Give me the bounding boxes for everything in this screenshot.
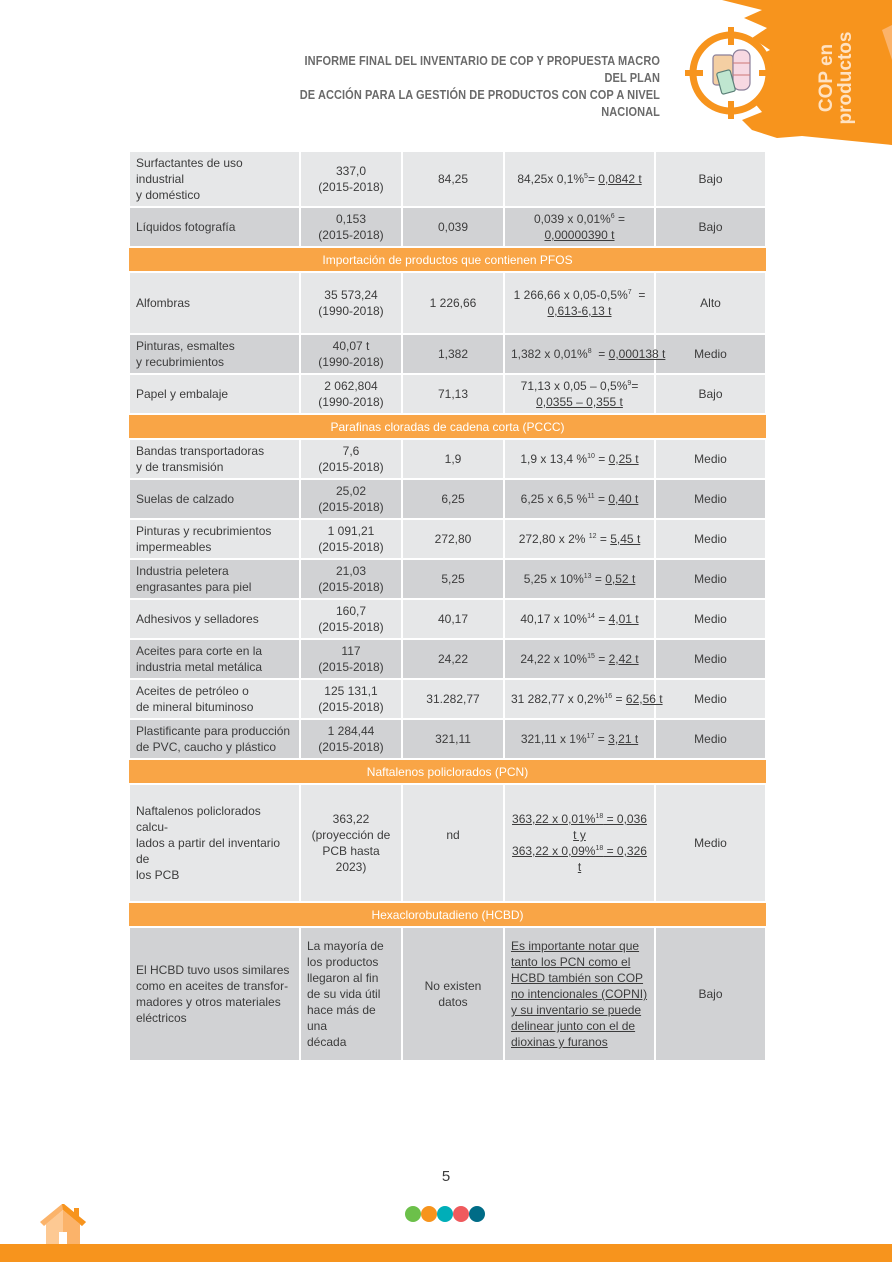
risk-level-cell: Bajo — [655, 207, 766, 247]
calc-equals: = — [631, 288, 646, 302]
section-title: Importación de productos que contienen PFOS — [129, 247, 766, 272]
calc-expression: 1 266,66 x 0,05-0,5% — [513, 288, 628, 302]
value-cell: 6,25 — [402, 479, 504, 519]
table-row — [129, 927, 766, 1061]
calculation-line — [511, 451, 648, 467]
table-row — [129, 639, 766, 679]
period-value: (2015-2018) — [318, 228, 384, 242]
cell-line: Industria peletera — [136, 564, 229, 578]
product-cell — [129, 334, 300, 374]
table-row — [129, 207, 766, 247]
calculation-cell — [504, 479, 655, 519]
table-row — [129, 479, 766, 519]
calculation-line — [511, 531, 648, 547]
home-icon[interactable] — [38, 1204, 88, 1246]
amount-cell — [300, 479, 402, 519]
footnote-ref: 11 — [587, 493, 595, 500]
calculation-line — [511, 287, 648, 303]
calc-result: 0,25 t — [608, 452, 639, 466]
value-cell: 272,80 — [402, 519, 504, 559]
section-header-row — [129, 902, 766, 927]
risk-level-cell: Medio — [655, 639, 766, 679]
value-cell: No existen datos — [402, 927, 504, 1061]
footnote-ref: 7 — [627, 289, 632, 296]
risk-level-cell: Medio — [655, 334, 766, 374]
color-dot — [437, 1206, 453, 1222]
calc-equals: = — [631, 379, 639, 393]
table-row — [129, 374, 766, 414]
value-cell: 71,13 — [402, 374, 504, 414]
calc-equals: = — [596, 532, 611, 546]
calculation-line — [511, 611, 648, 627]
color-dot — [469, 1206, 485, 1222]
calculation-cell — [504, 679, 663, 719]
cell-line: de PVC, caucho y plástico — [136, 740, 277, 754]
calc-equals: = — [594, 492, 609, 506]
risk-level-cell: Bajo — [655, 151, 766, 207]
value-cell: 1,382 — [402, 334, 504, 374]
header-title-line1: INFORME FINAL DEL INVENTARIO DE COP Y PROPUESTA MACRO DEL PLAN — [304, 54, 660, 85]
cell-line: tanto los PCN como el — [511, 955, 631, 969]
table-row — [129, 151, 766, 207]
value-cell: nd — [402, 784, 504, 902]
risk-level-cell: Medio — [655, 679, 766, 719]
product-cell — [129, 639, 300, 679]
section-title: Naftalenos policlorados (PCN) — [129, 759, 766, 784]
footnote-ref: 16 — [604, 693, 613, 700]
cell-line: Alfombras — [136, 296, 191, 310]
amount-cell — [300, 639, 402, 679]
value-cell: 321,11 — [402, 719, 504, 759]
period-value: (2015-2018) — [318, 540, 384, 554]
table-row — [129, 439, 766, 479]
cell-line: (proyección de — [311, 828, 391, 842]
cell-line: Plastificante para producción — [136, 724, 291, 738]
cell-line: Es importante notar que — [511, 939, 640, 953]
risk-level-cell: Medio — [655, 559, 766, 599]
cell-line: La mayoría de — [307, 939, 384, 953]
cell-line: hace más de una — [307, 1003, 376, 1033]
product-cell — [129, 559, 300, 599]
calc-equals: = — [594, 452, 609, 466]
amount-cell — [300, 519, 402, 559]
cell-line: Suelas de calzado — [136, 492, 235, 506]
calc-expression: 0,039 x 0,01% — [534, 212, 611, 226]
table-row — [129, 599, 766, 639]
cell-line: industria metal metálica — [136, 660, 263, 674]
calc-equals: = — [591, 347, 609, 361]
product-cell — [129, 151, 300, 207]
page-number: 5 — [441, 1168, 451, 1185]
footer-bar — [0, 1244, 892, 1262]
footnote-ref: 5 — [584, 173, 588, 180]
calc-equals: = — [612, 692, 626, 706]
cell-line: HCBD también son COP — [511, 971, 644, 985]
color-dot — [405, 1206, 421, 1222]
calculation-cell — [504, 439, 655, 479]
calc-result: 0,40 t — [608, 492, 639, 506]
footnote-ref: 10 — [587, 453, 595, 460]
risk-level-cell: Medio — [655, 519, 766, 559]
calc-expression: 6,25 x 6,5 % — [520, 492, 588, 506]
table-row — [129, 719, 766, 759]
period-value: (1990-2018) — [318, 304, 384, 318]
cell-line: llegaron al fin — [307, 971, 379, 985]
footnote-ref: 18 — [595, 845, 604, 852]
cell-line: como en aceites de transfor- — [136, 979, 289, 993]
risk-level-cell: Alto — [655, 272, 766, 334]
cell-line: los productos — [307, 955, 379, 969]
calc-result: 0,613-6,13 t — [547, 304, 612, 318]
cell-line: Papel y embalaje — [136, 387, 229, 401]
calculation-cell — [504, 519, 655, 559]
product-cell — [129, 519, 300, 559]
cell-line: Líquidos fotografía — [136, 220, 236, 234]
calculation-line — [511, 843, 648, 875]
amount-cell — [300, 599, 402, 639]
value-cell: 84,25 — [402, 151, 504, 207]
table-row — [129, 784, 766, 902]
color-dots-decoration — [405, 1206, 487, 1222]
calc-result: = 0,326 t — [577, 844, 647, 874]
calc-equals: = — [591, 572, 606, 586]
calculation-line — [511, 211, 648, 227]
amount-value: 125 131,1 — [324, 684, 378, 698]
amount-cell — [300, 272, 402, 334]
value-cell: 24,22 — [402, 639, 504, 679]
color-dot — [421, 1206, 437, 1222]
risk-level-cell: Medio — [655, 719, 766, 759]
cell-line: delinear junto con el de — [511, 1019, 636, 1033]
calc-expression: 363,22 x 0,09% — [512, 844, 596, 858]
section-header-row — [129, 247, 766, 272]
product-cell — [129, 679, 300, 719]
amount-cell — [300, 927, 402, 1061]
amount-value: 160,7 — [335, 604, 367, 618]
product-cell — [129, 784, 300, 902]
amount-value: 25,02 — [335, 484, 367, 498]
calc-expression: 363,22 x 0,01% — [512, 812, 596, 826]
cell-line: Bandas transportadoras — [136, 444, 265, 458]
calc-equals: = — [587, 172, 599, 186]
cell-line: Pinturas y recubrimientos — [136, 524, 272, 538]
product-cell — [129, 599, 300, 639]
table-row — [129, 679, 766, 719]
risk-level-cell: Medio — [655, 784, 766, 902]
calculation-line — [511, 651, 648, 667]
side-label-line2: productos — [835, 31, 856, 125]
product-cell — [129, 374, 300, 414]
calc-equals: = — [594, 612, 609, 626]
cell-line: y de transmisión — [136, 460, 224, 474]
risk-level-cell: Medio — [655, 479, 766, 519]
calc-result: 3,21 t — [608, 732, 639, 746]
cell-line: década — [307, 1035, 347, 1049]
calc-expression: 1,382 x 0,01% — [511, 347, 588, 361]
period-value: (2015-2018) — [318, 620, 384, 634]
calculation-cell — [504, 151, 655, 207]
calc-equals: = — [614, 212, 625, 226]
period-value: (2015-2018) — [318, 180, 384, 194]
calc-result: = 0,036 t y — [573, 812, 647, 842]
header-title-line2: DE ACCIÓN PARA LA GESTIÓN DE PRODUCTOS CON COP A NIVEL NACIONAL — [299, 88, 660, 119]
calculation-line — [511, 303, 648, 319]
cell-line: eléctricos — [136, 1011, 187, 1025]
calc-result: 5,45 t — [610, 532, 641, 546]
cell-line: lados a partir del inventario de — [136, 836, 281, 866]
period-value: (1990-2018) — [318, 355, 384, 369]
calc-result: 0,000138 t — [608, 347, 666, 361]
calc-expression: 1,9 x 13,4 % — [520, 452, 588, 466]
period-value: (1990-2018) — [318, 395, 384, 409]
target-products-icon — [683, 25, 779, 121]
cell-line: de mineral bituminoso — [136, 700, 254, 714]
cell-line: y su inventario se puede — [511, 1003, 642, 1017]
period-value: (2015-2018) — [318, 460, 384, 474]
footnote-ref: 6 — [610, 213, 615, 220]
amount-value: 1 091,21 — [327, 524, 375, 538]
amount-value: 2 062,804 — [324, 379, 378, 393]
calculation-line — [511, 227, 648, 243]
footnote-ref: 18 — [595, 813, 604, 820]
calculation-cell — [504, 784, 655, 902]
value-cell: 0,039 — [402, 207, 504, 247]
amount-cell — [300, 559, 402, 599]
product-cell — [129, 719, 300, 759]
cell-line: Pinturas, esmaltes — [136, 339, 235, 353]
cell-line: PCB hasta 2023) — [322, 844, 380, 874]
product-cell — [129, 207, 300, 247]
calc-expression: 40,17 x 10% — [520, 612, 588, 626]
product-cell — [129, 439, 300, 479]
calc-expression: 71,13 x 0,05 – 0,5% — [520, 379, 628, 393]
footnote-ref: 15 — [587, 653, 595, 660]
cell-line: El HCBD tuvo usos similares — [136, 963, 290, 977]
table-row — [129, 519, 766, 559]
cell-line: engrasantes para piel — [136, 580, 252, 594]
cell-line: madores y otros materiales — [136, 995, 281, 1009]
cell-line: Adhesivos y selladores — [136, 612, 259, 626]
amount-cell — [300, 679, 402, 719]
document-header-title — [290, 53, 660, 121]
calc-equals: = — [594, 652, 609, 666]
calculation-cell — [504, 559, 655, 599]
period-value: (2015-2018) — [318, 500, 384, 514]
product-cell — [129, 479, 300, 519]
cell-line: y doméstico — [136, 188, 201, 202]
calculation-cell — [504, 207, 655, 247]
cell-line: impermeables — [136, 540, 212, 554]
calc-expression: 31 282,77 x 0,2% — [511, 692, 605, 706]
risk-level-cell: Bajo — [655, 374, 766, 414]
amount-cell — [300, 719, 402, 759]
footnote-ref: 17 — [586, 733, 595, 740]
calc-result: 62,56 t — [625, 692, 663, 706]
period-value: (2015-2018) — [318, 700, 384, 714]
cell-line: de su vida útil — [307, 987, 381, 1001]
calc-result: 0,00000390 t — [544, 228, 615, 242]
calculation-cell — [504, 599, 655, 639]
side-label-line1: COP en — [816, 43, 837, 113]
amount-cell — [300, 374, 402, 414]
section-header-row — [129, 759, 766, 784]
calc-expression: 5,25 x 10% — [523, 572, 584, 586]
table-row — [129, 559, 766, 599]
amount-value: 35 573,24 — [324, 288, 378, 302]
cell-line: dioxinas y furanos — [511, 1035, 608, 1049]
table-row — [129, 334, 766, 374]
amount-cell — [300, 334, 402, 374]
amount-value: 40,07 t — [332, 339, 370, 353]
calculation-line — [511, 394, 648, 410]
calc-result: 4,01 t — [608, 612, 639, 626]
table-row — [129, 272, 766, 334]
value-cell: 5,25 — [402, 559, 504, 599]
period-value: (2015-2018) — [318, 740, 384, 754]
section-header-row — [129, 414, 766, 439]
footnote-ref: 8 — [587, 348, 592, 355]
cell-line: Surfactantes de uso industrial — [136, 156, 243, 186]
calculation-line — [511, 378, 648, 394]
risk-level-cell: Medio — [655, 599, 766, 639]
calculation-line — [511, 691, 663, 707]
product-cell — [129, 272, 300, 334]
calc-result: 0,0355 – 0,355 t — [536, 395, 623, 409]
calculation-cell — [504, 374, 655, 414]
value-cell: 40,17 — [402, 599, 504, 639]
risk-level-cell: Medio — [655, 439, 766, 479]
cell-line: no intencionales (COPNI) — [511, 987, 648, 1001]
amount-value: 363,22 — [332, 812, 370, 826]
amount-cell — [300, 439, 402, 479]
calc-expression: 24,22 x 10% — [520, 652, 588, 666]
calc-expression: 84,25x 0,1% — [517, 172, 585, 186]
amount-cell — [300, 784, 402, 902]
cell-line: Naftalenos policlorados calcu- — [136, 804, 261, 834]
period-value: (2015-2018) — [318, 580, 384, 594]
amount-value: 117 — [341, 644, 361, 658]
footnote-ref: 9 — [627, 380, 632, 387]
risk-level-cell: Bajo — [655, 927, 766, 1061]
calculation-line — [511, 811, 648, 843]
calc-result: 0,52 t — [605, 572, 636, 586]
section-title: Parafinas cloradas de cadena corta (PCCC) — [129, 414, 766, 439]
cell-line: y recubrimientos — [136, 355, 225, 369]
calculation-line — [511, 346, 666, 362]
calc-equals: = — [594, 732, 609, 746]
calculation-cell — [504, 334, 666, 374]
period-value: (2015-2018) — [318, 660, 384, 674]
side-section-label — [806, 28, 866, 128]
amount-value: 0,153 — [335, 212, 367, 226]
calculation-cell — [504, 639, 655, 679]
amount-value: 337,0 — [335, 164, 367, 178]
calculation-cell — [504, 272, 655, 334]
calculation-line — [511, 171, 648, 187]
value-cell: 1,9 — [402, 439, 504, 479]
footnote-ref: 13 — [583, 573, 592, 580]
calc-result: 0,0842 t — [598, 172, 642, 186]
footnote-ref: 14 — [587, 613, 595, 620]
calculation-line — [511, 491, 648, 507]
cell-line: Aceites para corte en la — [136, 644, 263, 658]
product-cell — [129, 927, 300, 1061]
amount-cell — [300, 207, 402, 247]
calc-expression: 272,80 x 2% — [518, 532, 589, 546]
calculation-line — [511, 731, 648, 747]
amount-value: 1 284,44 — [327, 724, 375, 738]
section-title: Hexaclorobutadieno (HCBD) — [129, 902, 766, 927]
cell-line: los PCB — [136, 868, 180, 882]
calculation-cell — [504, 719, 655, 759]
calculation-cell — [504, 927, 655, 1061]
amount-cell — [300, 151, 402, 207]
value-cell: 31.282,77 — [402, 679, 504, 719]
cell-line: Aceites de petróleo o — [136, 684, 249, 698]
calculation-line — [511, 571, 648, 587]
amount-value: 7,6 — [342, 444, 360, 458]
footnote-ref: 12 — [588, 533, 597, 540]
value-cell: 1 226,66 — [402, 272, 504, 334]
cop-inventory-table — [128, 150, 767, 1062]
amount-value: 21,03 — [335, 564, 367, 578]
color-dot — [453, 1206, 469, 1222]
calc-expression: 321,11 x 1% — [520, 732, 587, 746]
calc-result: 2,42 t — [608, 652, 639, 666]
